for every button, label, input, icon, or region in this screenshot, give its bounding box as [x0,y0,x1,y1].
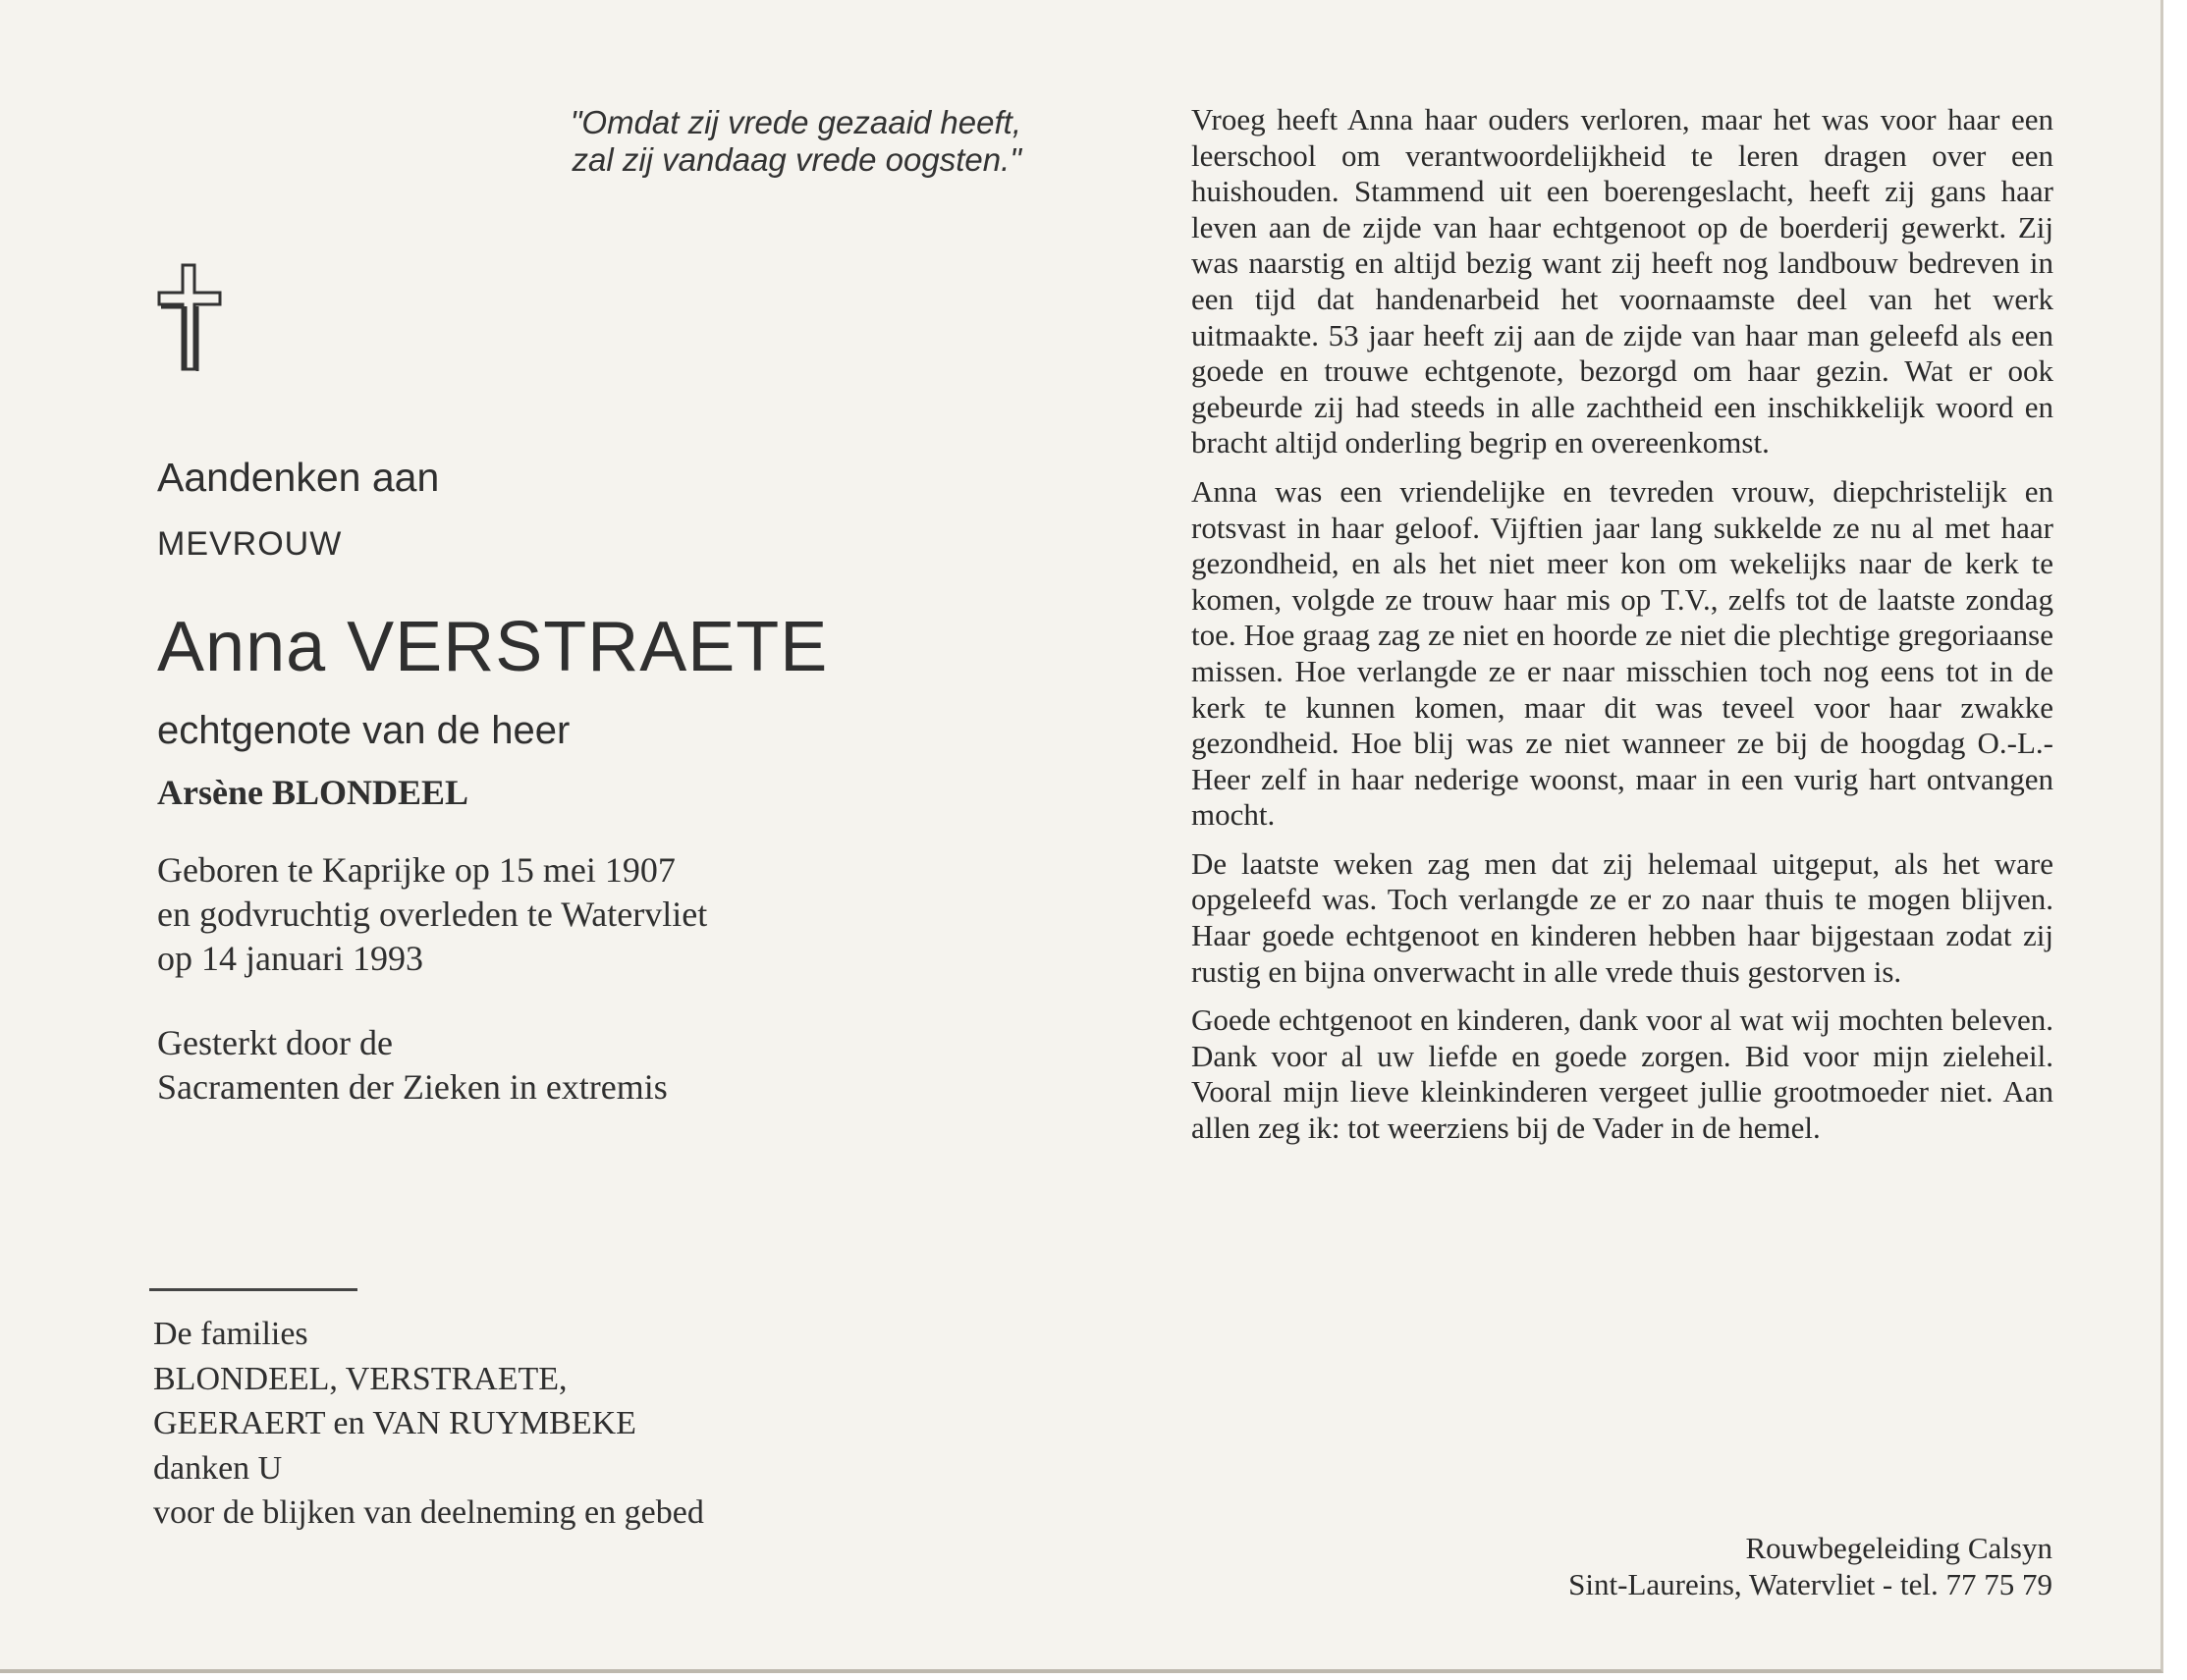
deceased-name: Anna VERSTRAETE [157,608,829,686]
sacrament-line-2: Sacramenten der Zieken in extremis [157,1067,668,1107]
spouse-name: Arsène BLONDEEL [157,773,469,812]
divider-line [149,1288,357,1291]
memorial-intro: Aandenken aan [157,455,440,500]
funeral-home-contact: Sint-Laureins, Watervliet - tel. 77 75 79 [1568,1567,2052,1601]
funeral-home-name: Rouwbegeleiding Calsyn [1745,1531,2052,1565]
sacrament-note [157,1021,668,1110]
honorific-title: MEVROUW [157,525,343,563]
death-date-line: op 14 januari 1993 [157,939,423,978]
quote-line-2: zal zij vandaag vrede oogsten." [572,141,1021,178]
family-line: danken U [153,1449,283,1487]
spouse-intro: echtgenote van de heer [157,709,571,752]
family-line: BLONDEEL, VERSTRAETE, [153,1360,568,1397]
quote-line-1: "Omdat zij vrede gezaaid heeft, [570,104,1021,140]
biography-paragraph: Goede echtgenoot en kinderen, dank voor al wat wij mochten beleven. Dank voor al uw liefde en goede zorgen. Bid voor mijn zieleheil. Vooral mijn lieve kleinkinderen vergeet jullie grootmoeder niet. Aan allen zeg ik: tot weerziens bij de Vader in de hemel. [1191,1003,2053,1146]
funeral-home-credit [1277,1530,2052,1602]
latin-cross-icon [155,263,224,373]
biography-paragraph: Anna was een vriendelijke en tevreden vrouw, diepchristelijk en rotsvast in haar geloof. Vijftien jaar lang sukkelde ze nu al met haar gezondheid, en als het niet meer kon om wekelijks naar de kerk te komen, volgde ze trouw haar mis op T.V., zelfs tot de laatste zondag toe. Hoe graag zag ze niet en hoorde ze niet die plechtige gregoriaanse missen. Hoe verlangde ze er naar misschien toch nog eens tot in de kerk te kunnen komen, maar dit was teveel voor haar zwakke gezondheid. Hoe blij was ze niet wanneer ze bij de hoogdag O.-L.-Heer zelf in haar nederige woonst, maar in een vurig hart ontvangen mocht. [1191,473,2053,833]
epigraph-quote [412,104,1021,179]
death-line: en godvruchtig overleden te Watervliet [157,894,708,934]
sacrament-line-1: Gesterkt door de [157,1023,393,1062]
family-thanks [153,1312,704,1536]
family-line: De families [153,1316,308,1352]
family-line: voor de blijken van deelneming en gebed [153,1494,704,1531]
biography-paragraph: Vroeg heeft Anna haar ouders verloren, maar het was voor haar een leerschool om verantwoordelijkheid te leren dragen over een huishouden. Stammend uit een boerengeslacht, heeft zij gans haar leven aan de zijde van haar echtgenoot op de boerderij gewerkt. Zij was naarstig en altijd bezig want zij heeft nog landbouw bedreven in een tijd dat handenarbeid het voornaamste deel van het werk uitmaakte. 53 jaar heeft zij aan de zijde van haar man geleefd als een goede en trouwe echtgenote, bezorgd om haar gezin. Wat er ook gebeurde zij had steeds in alle zachtheid een inschikkelijk woord en bracht altijd onderling begrip en overeenkomst. [1191,102,2053,461]
birth-death-details [157,848,707,981]
birth-line: Geboren te Kaprijke op 15 mei 1907 [157,850,676,890]
family-line: GEERAERT en VAN RUYMBEKE [153,1405,636,1441]
biography-text [1191,102,2053,1160]
biography-paragraph: De laatste weken zag men dat zij helemaal uitgeput, als het ware opgeleefd was. Toch verlangde ze er zo naar thuis te mogen blijven. Haar goede echtgenoot en kinderen hebben haar bijgestaan zodat zij rustig en bijna onverwacht in alle vrede thuis gestorven is. [1191,845,2053,989]
